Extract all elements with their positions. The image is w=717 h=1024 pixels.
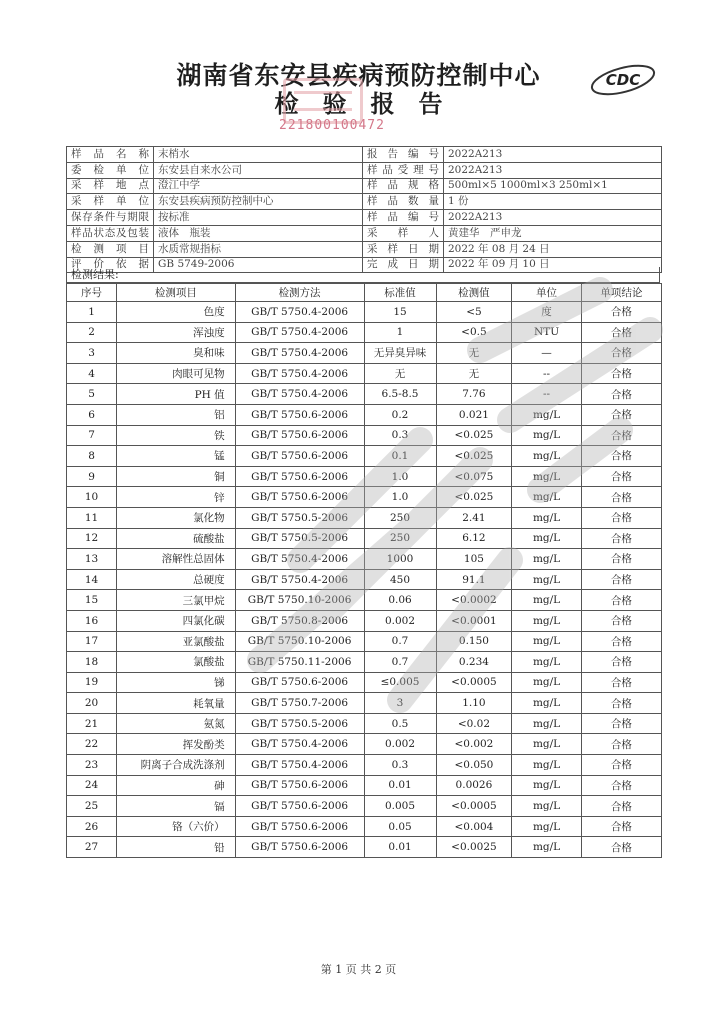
unit: mg/L bbox=[512, 466, 581, 487]
report-serial: 221800100472 bbox=[279, 118, 385, 133]
unit: -- bbox=[512, 363, 581, 384]
row-index: 12 bbox=[67, 528, 117, 549]
test-method: GB/T 5750.4-2006 bbox=[235, 343, 364, 364]
row-index: 4 bbox=[67, 363, 117, 384]
table-row bbox=[67, 446, 662, 467]
column-header: 检测值 bbox=[436, 284, 512, 302]
table-row bbox=[67, 631, 662, 652]
measured-value: <0.050 bbox=[436, 755, 512, 776]
test-item: 色度 bbox=[117, 302, 236, 323]
row-index: 20 bbox=[67, 693, 117, 714]
info-value: 2022 年 08 月 24 日 bbox=[444, 241, 662, 257]
row-index: 6 bbox=[67, 404, 117, 425]
measured-value: 2.41 bbox=[436, 507, 512, 528]
table-row bbox=[67, 425, 662, 446]
table-row bbox=[67, 713, 662, 734]
measured-value: 6.12 bbox=[436, 528, 512, 549]
measured-value: 无 bbox=[436, 363, 512, 384]
info-value: 2022A213 bbox=[444, 210, 662, 226]
unit: mg/L bbox=[512, 549, 581, 570]
info-value: GB 5749-2006 bbox=[154, 257, 363, 273]
test-item: 锌 bbox=[117, 487, 236, 508]
info-label: 报告编号 bbox=[363, 147, 444, 163]
standard-value: 0.7 bbox=[364, 631, 436, 652]
measured-value: 0.234 bbox=[436, 652, 512, 673]
info-label: 采样人 bbox=[363, 225, 444, 241]
unit: mg/L bbox=[512, 487, 581, 508]
row-index: 8 bbox=[67, 446, 117, 467]
table-row bbox=[67, 837, 662, 858]
test-method: GB/T 5750.8-2006 bbox=[235, 610, 364, 631]
unit: mg/L bbox=[512, 425, 581, 446]
table-row bbox=[67, 610, 662, 631]
standard-value: 0.002 bbox=[364, 610, 436, 631]
row-index: 11 bbox=[67, 507, 117, 528]
test-item: 亚氯酸盐 bbox=[117, 631, 236, 652]
measured-value: <0.004 bbox=[436, 816, 512, 837]
unit: mg/L bbox=[512, 672, 581, 693]
test-method: GB/T 5750.5-2006 bbox=[235, 713, 364, 734]
row-index: 25 bbox=[67, 796, 117, 817]
standard-value: 0.3 bbox=[364, 755, 436, 776]
standard-value: 0.01 bbox=[364, 775, 436, 796]
unit: mg/L bbox=[512, 528, 581, 549]
conclusion: 合格 bbox=[581, 755, 661, 776]
standard-value: 0.1 bbox=[364, 446, 436, 467]
info-row bbox=[67, 225, 662, 241]
info-label: 样品状态及包装 bbox=[67, 225, 154, 241]
table-row bbox=[67, 796, 662, 817]
conclusion: 合格 bbox=[581, 466, 661, 487]
measured-value: 无 bbox=[436, 343, 512, 364]
row-index: 19 bbox=[67, 672, 117, 693]
test-method: GB/T 5750.10-2006 bbox=[235, 590, 364, 611]
row-index: 18 bbox=[67, 652, 117, 673]
test-item: 氨氮 bbox=[117, 713, 236, 734]
row-index: 21 bbox=[67, 713, 117, 734]
standard-value: 0.005 bbox=[364, 796, 436, 817]
conclusion: 合格 bbox=[581, 672, 661, 693]
row-index: 2 bbox=[67, 322, 117, 343]
info-value: 液体 瓶装 bbox=[154, 225, 363, 241]
test-method: GB/T 5750.5-2006 bbox=[235, 528, 364, 549]
unit: 度 bbox=[512, 302, 581, 323]
row-index: 22 bbox=[67, 734, 117, 755]
conclusion: 合格 bbox=[581, 446, 661, 467]
table-row bbox=[67, 734, 662, 755]
unit: mg/L bbox=[512, 755, 581, 776]
info-label: 样品数量 bbox=[363, 194, 444, 210]
test-item: 硫酸盐 bbox=[117, 528, 236, 549]
measured-value: 0.021 bbox=[436, 404, 512, 425]
unit: -- bbox=[512, 384, 581, 405]
test-method: GB/T 5750.4-2006 bbox=[235, 384, 364, 405]
row-index: 17 bbox=[67, 631, 117, 652]
measured-value: <0.0005 bbox=[436, 796, 512, 817]
measured-value: <0.0002 bbox=[436, 590, 512, 611]
test-item: 溶解性总固体 bbox=[117, 549, 236, 570]
info-label: 样品受理号 bbox=[363, 162, 444, 178]
measured-value: <0.002 bbox=[436, 734, 512, 755]
table-row bbox=[67, 487, 662, 508]
measured-value: 7.76 bbox=[436, 384, 512, 405]
measured-value: 0.0026 bbox=[436, 775, 512, 796]
row-index: 27 bbox=[67, 837, 117, 858]
conclusion: 合格 bbox=[581, 837, 661, 858]
test-item: 铝 bbox=[117, 404, 236, 425]
measured-value: 105 bbox=[436, 549, 512, 570]
table-row bbox=[67, 507, 662, 528]
standard-value: 3 bbox=[364, 693, 436, 714]
conclusion: 合格 bbox=[581, 590, 661, 611]
test-method: GB/T 5750.6-2006 bbox=[235, 404, 364, 425]
column-header: 序号 bbox=[67, 284, 117, 302]
row-index: 3 bbox=[67, 343, 117, 364]
standard-value: 0.5 bbox=[364, 713, 436, 734]
row-index: 24 bbox=[67, 775, 117, 796]
measured-value: <0.0025 bbox=[436, 837, 512, 858]
info-label: 样品编号 bbox=[363, 210, 444, 226]
measured-value: 1.10 bbox=[436, 693, 512, 714]
conclusion: 合格 bbox=[581, 549, 661, 570]
test-method: GB/T 5750.6-2006 bbox=[235, 487, 364, 508]
info-value: 2022A213 bbox=[444, 147, 662, 163]
test-method: GB/T 5750.6-2006 bbox=[235, 837, 364, 858]
measured-value: <0.025 bbox=[436, 487, 512, 508]
info-label: 采样地点 bbox=[67, 178, 154, 194]
standard-value: 0.06 bbox=[364, 590, 436, 611]
test-item: 臭和味 bbox=[117, 343, 236, 364]
conclusion: 合格 bbox=[581, 507, 661, 528]
table-row bbox=[67, 775, 662, 796]
table-row bbox=[67, 569, 662, 590]
info-value: 按标准 bbox=[154, 210, 363, 226]
standard-value: 0.05 bbox=[364, 816, 436, 837]
table-row bbox=[67, 755, 662, 776]
test-method: GB/T 5750.6-2006 bbox=[235, 446, 364, 467]
unit: mg/L bbox=[512, 816, 581, 837]
table-row bbox=[67, 672, 662, 693]
test-item: 铁 bbox=[117, 425, 236, 446]
standard-value: 0.7 bbox=[364, 652, 436, 673]
info-value: 1 份 bbox=[444, 194, 662, 210]
measured-value: 91.1 bbox=[436, 569, 512, 590]
test-method: GB/T 5750.6-2006 bbox=[235, 796, 364, 817]
unit: mg/L bbox=[512, 631, 581, 652]
test-item: 铬（六价） bbox=[117, 816, 236, 837]
standard-value: 250 bbox=[364, 507, 436, 528]
conclusion: 合格 bbox=[581, 569, 661, 590]
standard-value: 250 bbox=[364, 528, 436, 549]
column-header: 单项结论 bbox=[581, 284, 661, 302]
test-item: 阴离子合成洗涤剂 bbox=[117, 755, 236, 776]
cdc-logo-text: CDC bbox=[605, 71, 641, 89]
info-value: 东安县自来水公司 bbox=[154, 162, 363, 178]
test-method: GB/T 5750.11-2006 bbox=[235, 652, 364, 673]
results-header-row bbox=[67, 284, 662, 302]
conclusion: 合格 bbox=[581, 302, 661, 323]
column-header: 标准值 bbox=[364, 284, 436, 302]
standard-value: ≤0.005 bbox=[364, 672, 436, 693]
unit: mg/L bbox=[512, 610, 581, 631]
conclusion: 合格 bbox=[581, 816, 661, 837]
test-item: 总硬度 bbox=[117, 569, 236, 590]
conclusion: 合格 bbox=[581, 796, 661, 817]
row-index: 23 bbox=[67, 755, 117, 776]
test-item: 砷 bbox=[117, 775, 236, 796]
row-index: 10 bbox=[67, 487, 117, 508]
info-row bbox=[67, 210, 662, 226]
conclusion: 合格 bbox=[581, 610, 661, 631]
test-method: GB/T 5750.4-2006 bbox=[235, 363, 364, 384]
info-row bbox=[67, 241, 662, 257]
standard-value: 6.5-8.5 bbox=[364, 384, 436, 405]
table-row bbox=[67, 363, 662, 384]
unit: mg/L bbox=[512, 693, 581, 714]
standard-value: 1.0 bbox=[364, 487, 436, 508]
test-method: GB/T 5750.4-2006 bbox=[235, 755, 364, 776]
report-subtitle: 检 验 报 告 bbox=[274, 89, 443, 118]
measured-value: <0.0005 bbox=[436, 672, 512, 693]
unit: mg/L bbox=[512, 713, 581, 734]
test-item: 耗氧量 bbox=[117, 693, 236, 714]
conclusion: 合格 bbox=[581, 404, 661, 425]
unit: mg/L bbox=[512, 837, 581, 858]
measured-value: <0.5 bbox=[436, 322, 512, 343]
test-item: 四氯化碳 bbox=[117, 610, 236, 631]
measured-value: <0.02 bbox=[436, 713, 512, 734]
info-value: 黄建华 严申龙 bbox=[444, 225, 662, 241]
measured-value: <0.025 bbox=[436, 425, 512, 446]
row-index: 14 bbox=[67, 569, 117, 590]
unit: mg/L bbox=[512, 734, 581, 755]
standard-value: 0.3 bbox=[364, 425, 436, 446]
test-item: 氯化物 bbox=[117, 507, 236, 528]
table-row bbox=[67, 322, 662, 343]
standard-value: 15 bbox=[364, 302, 436, 323]
test-item: 铅 bbox=[117, 837, 236, 858]
table-row bbox=[67, 343, 662, 364]
table-row bbox=[67, 549, 662, 570]
row-index: 1 bbox=[67, 302, 117, 323]
info-label: 委检单位 bbox=[67, 162, 154, 178]
info-value: 澄江中学 bbox=[154, 178, 363, 194]
page-footer: 第 1 页 共 2 页 bbox=[320, 963, 397, 976]
info-label: 采样日期 bbox=[363, 241, 444, 257]
info-value: 末梢水 bbox=[154, 147, 363, 163]
measured-value: <0.0001 bbox=[436, 610, 512, 631]
conclusion: 合格 bbox=[581, 734, 661, 755]
conclusion: 合格 bbox=[581, 652, 661, 673]
conclusion: 合格 bbox=[581, 775, 661, 796]
row-index: 16 bbox=[67, 610, 117, 631]
info-label: 采样单位 bbox=[67, 194, 154, 210]
table-row bbox=[67, 466, 662, 487]
column-header: 单位 bbox=[512, 284, 581, 302]
measured-value: <0.025 bbox=[436, 446, 512, 467]
conclusion: 合格 bbox=[581, 322, 661, 343]
info-row bbox=[67, 162, 662, 178]
row-index: 26 bbox=[67, 816, 117, 837]
unit: mg/L bbox=[512, 569, 581, 590]
conclusion: 合格 bbox=[581, 631, 661, 652]
info-row bbox=[67, 194, 662, 210]
info-label: 检测项目 bbox=[67, 241, 154, 257]
info-label: 评价依据 bbox=[67, 257, 154, 273]
conclusion: 合格 bbox=[581, 363, 661, 384]
cdc-logo-icon bbox=[588, 60, 658, 100]
column-header: 检测项目 bbox=[117, 284, 236, 302]
info-value: 2022A213 bbox=[444, 162, 662, 178]
test-method: GB/T 5750.4-2006 bbox=[235, 569, 364, 590]
conclusion: 合格 bbox=[581, 528, 661, 549]
info-label: 完成日期 bbox=[363, 257, 444, 273]
test-item: 浑浊度 bbox=[117, 322, 236, 343]
test-item: 镉 bbox=[117, 796, 236, 817]
conclusion: 合格 bbox=[581, 487, 661, 508]
test-method: GB/T 5750.5-2006 bbox=[235, 507, 364, 528]
standard-value: 0.2 bbox=[364, 404, 436, 425]
info-value: 东安县疾病预防控制中心 bbox=[154, 194, 363, 210]
row-index: 9 bbox=[67, 466, 117, 487]
standard-value: 450 bbox=[364, 569, 436, 590]
info-value: 500ml×5 1000ml×3 250ml×1 bbox=[444, 178, 662, 194]
report-title: 湖南省东安县疾病预防控制中心 bbox=[176, 61, 541, 90]
unit: mg/L bbox=[512, 507, 581, 528]
standard-value: 无异臭异味 bbox=[364, 343, 436, 364]
conclusion: 合格 bbox=[581, 384, 661, 405]
test-item: 肉眼可见物 bbox=[117, 363, 236, 384]
unit: NTU bbox=[512, 322, 581, 343]
table-row bbox=[67, 404, 662, 425]
measured-value: <5 bbox=[436, 302, 512, 323]
results-heading: 检测结果: bbox=[66, 267, 660, 283]
table-row bbox=[67, 302, 662, 323]
table-row bbox=[67, 384, 662, 405]
test-item: 氯酸盐 bbox=[117, 652, 236, 673]
conclusion: 合格 bbox=[581, 343, 661, 364]
test-item: 挥发酚类 bbox=[117, 734, 236, 755]
standard-value: 1000 bbox=[364, 549, 436, 570]
unit: mg/L bbox=[512, 404, 581, 425]
test-method: GB/T 5750.6-2006 bbox=[235, 775, 364, 796]
row-index: 5 bbox=[67, 384, 117, 405]
unit: mg/L bbox=[512, 796, 581, 817]
table-row bbox=[67, 590, 662, 611]
table-row bbox=[67, 528, 662, 549]
test-method: GB/T 5750.4-2006 bbox=[235, 549, 364, 570]
row-index: 15 bbox=[67, 590, 117, 611]
info-row bbox=[67, 178, 662, 194]
row-index: 7 bbox=[67, 425, 117, 446]
test-item: 锰 bbox=[117, 446, 236, 467]
test-method: GB/T 5750.4-2006 bbox=[235, 302, 364, 323]
standard-value: 无 bbox=[364, 363, 436, 384]
unit: mg/L bbox=[512, 590, 581, 611]
conclusion: 合格 bbox=[581, 425, 661, 446]
standard-value: 0.01 bbox=[364, 837, 436, 858]
conclusion: 合格 bbox=[581, 713, 661, 734]
standard-value: 1 bbox=[364, 322, 436, 343]
test-method: GB/T 5750.6-2006 bbox=[235, 672, 364, 693]
test-item: 铜 bbox=[117, 466, 236, 487]
measured-value: <0.075 bbox=[436, 466, 512, 487]
unit: mg/L bbox=[512, 652, 581, 673]
test-method: GB/T 5750.10-2006 bbox=[235, 631, 364, 652]
measured-value: 0.150 bbox=[436, 631, 512, 652]
column-header: 检测方法 bbox=[235, 284, 364, 302]
test-method: GB/T 5750.7-2006 bbox=[235, 693, 364, 714]
unit: — bbox=[512, 343, 581, 364]
conclusion: 合格 bbox=[581, 693, 661, 714]
table-row bbox=[67, 816, 662, 837]
test-item: PH 值 bbox=[117, 384, 236, 405]
standard-value: 0.002 bbox=[364, 734, 436, 755]
results-table bbox=[66, 283, 662, 858]
info-label: 样品规格 bbox=[363, 178, 444, 194]
test-method: GB/T 5750.4-2006 bbox=[235, 734, 364, 755]
test-method: GB/T 5750.6-2006 bbox=[235, 425, 364, 446]
info-label: 样品名称 bbox=[67, 147, 154, 163]
test-method: GB/T 5750.4-2006 bbox=[235, 322, 364, 343]
table-row bbox=[67, 652, 662, 673]
test-item: 三氯甲烷 bbox=[117, 590, 236, 611]
info-label: 保存条件与期限 bbox=[67, 210, 154, 226]
unit: mg/L bbox=[512, 775, 581, 796]
sample-info-table bbox=[66, 146, 662, 273]
test-method: GB/T 5750.6-2006 bbox=[235, 466, 364, 487]
standard-value: 1.0 bbox=[364, 466, 436, 487]
info-value: 水质常规指标 bbox=[154, 241, 363, 257]
info-row bbox=[67, 147, 662, 163]
test-item: 锑 bbox=[117, 672, 236, 693]
row-index: 13 bbox=[67, 549, 117, 570]
unit: mg/L bbox=[512, 446, 581, 467]
test-method: GB/T 5750.6-2006 bbox=[235, 816, 364, 837]
table-row bbox=[67, 693, 662, 714]
info-value: 2022 年 09 月 10 日 bbox=[444, 257, 662, 273]
